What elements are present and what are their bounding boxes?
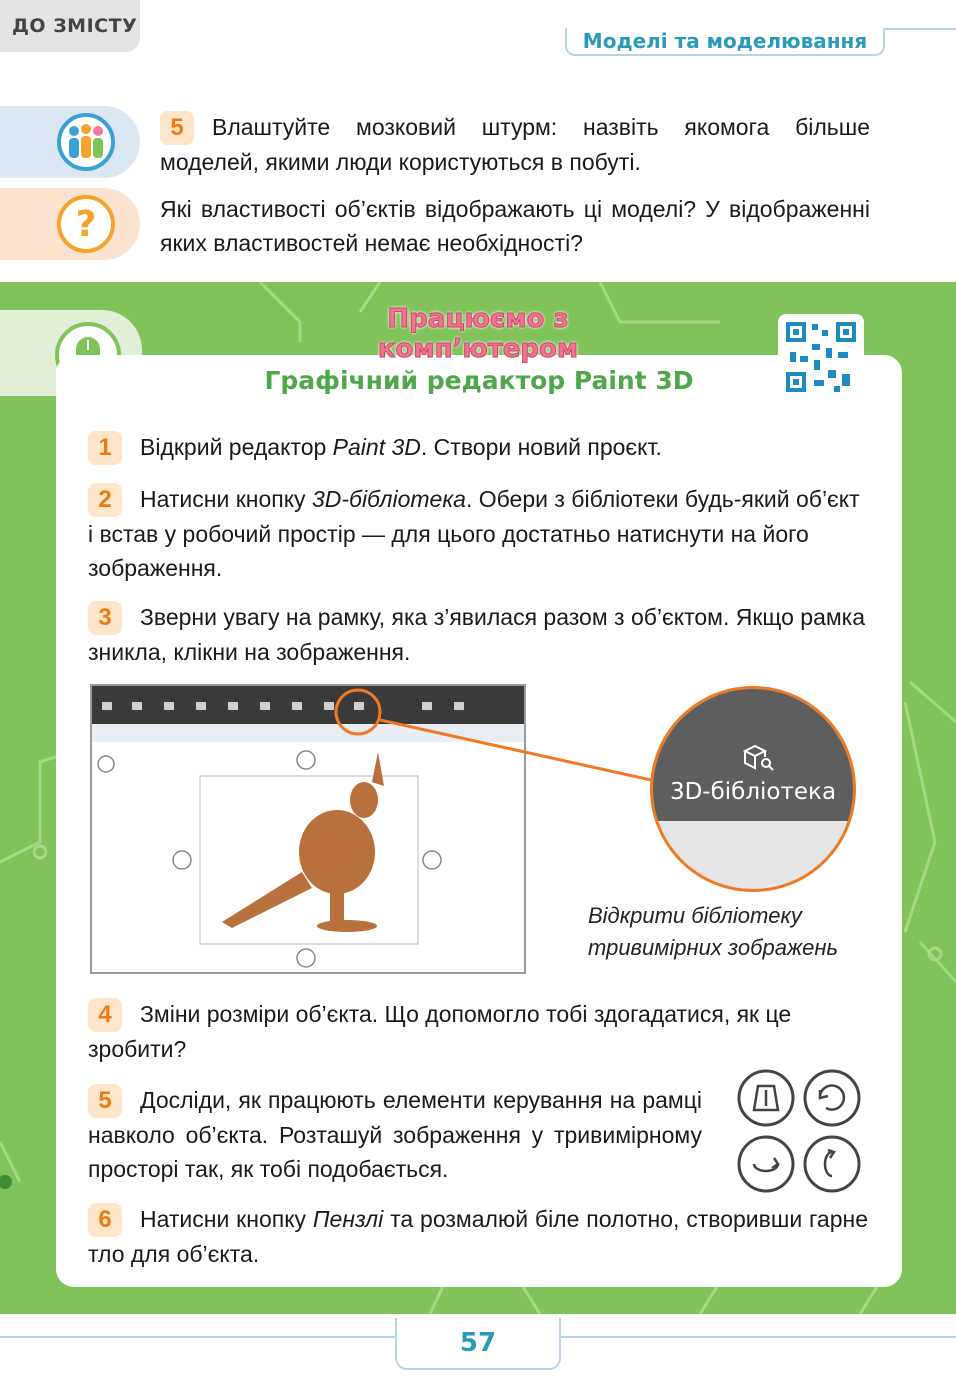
section-title: Графічний редактор Paint 3D (264, 366, 694, 395)
question-icon: ? (57, 195, 115, 253)
page-number: 57 (395, 1318, 561, 1370)
question-text: Які властивості об’єктів відображають ці моделі? У відображенні яких властивостей немає необхідності? (160, 196, 870, 256)
qr-code-icon[interactable] (778, 314, 864, 400)
step-4: 4 Зміни розміри об’єкта. Що допомогло тобі здогадатися, як це зробити? (88, 997, 868, 1066)
intro-item-text: Влаштуйте мозковий штурм: назвіть якомога більше моделей, якими люди користуються в побуті. (160, 114, 870, 175)
library-zoom (650, 686, 856, 892)
section-banner: Працюємо з комп’ютером (377, 304, 579, 364)
step-number: 1 (88, 431, 122, 465)
frame-controls (734, 1066, 864, 1196)
step-6: 6 Натисни кнопку Пензлі та розмалюй біле полотно, створивши гарне тло для об’єкта. (88, 1202, 868, 1271)
library-label: 3D-бібліотека (669, 779, 837, 805)
step-1: 1 Відкрий редактор Paint 3D. Створи новий проєкт. (88, 430, 868, 465)
step-number: 6 (88, 1203, 122, 1237)
intro-item (160, 110, 870, 179)
step-5: 5 Досліди, як працюють елементи керування на рамці навколо об’єкта. Розташуй зображення у тривимірному просторі так, як тобі подобається. (88, 1083, 702, 1186)
people-icon (57, 113, 115, 171)
section-header: Моделі та моделювання (565, 28, 885, 56)
step-number: 2 (88, 483, 122, 517)
step-3: 3 Зверни увагу на рамку, яка з’явилася разом з об’єктом. Якщо рамка зникла, клікни на зображення. (88, 600, 868, 669)
back-to-contents-link[interactable]: ДО ЗМІСТУ (0, 0, 140, 52)
figure-caption: Відкрити бібліотеку тривимірних зображень (588, 903, 839, 960)
step-number: 3 (88, 601, 122, 635)
step-2: 2 Натисни кнопку 3D-бібліотека. Обери з бібліотеки будь-який об’єкт і встав у робочий простір — для цього достатньо натиснути на його зображення. (88, 482, 868, 585)
step-number: 4 (88, 998, 122, 1032)
step-number: 5 (88, 1084, 122, 1118)
item-number: 5 (160, 111, 194, 145)
